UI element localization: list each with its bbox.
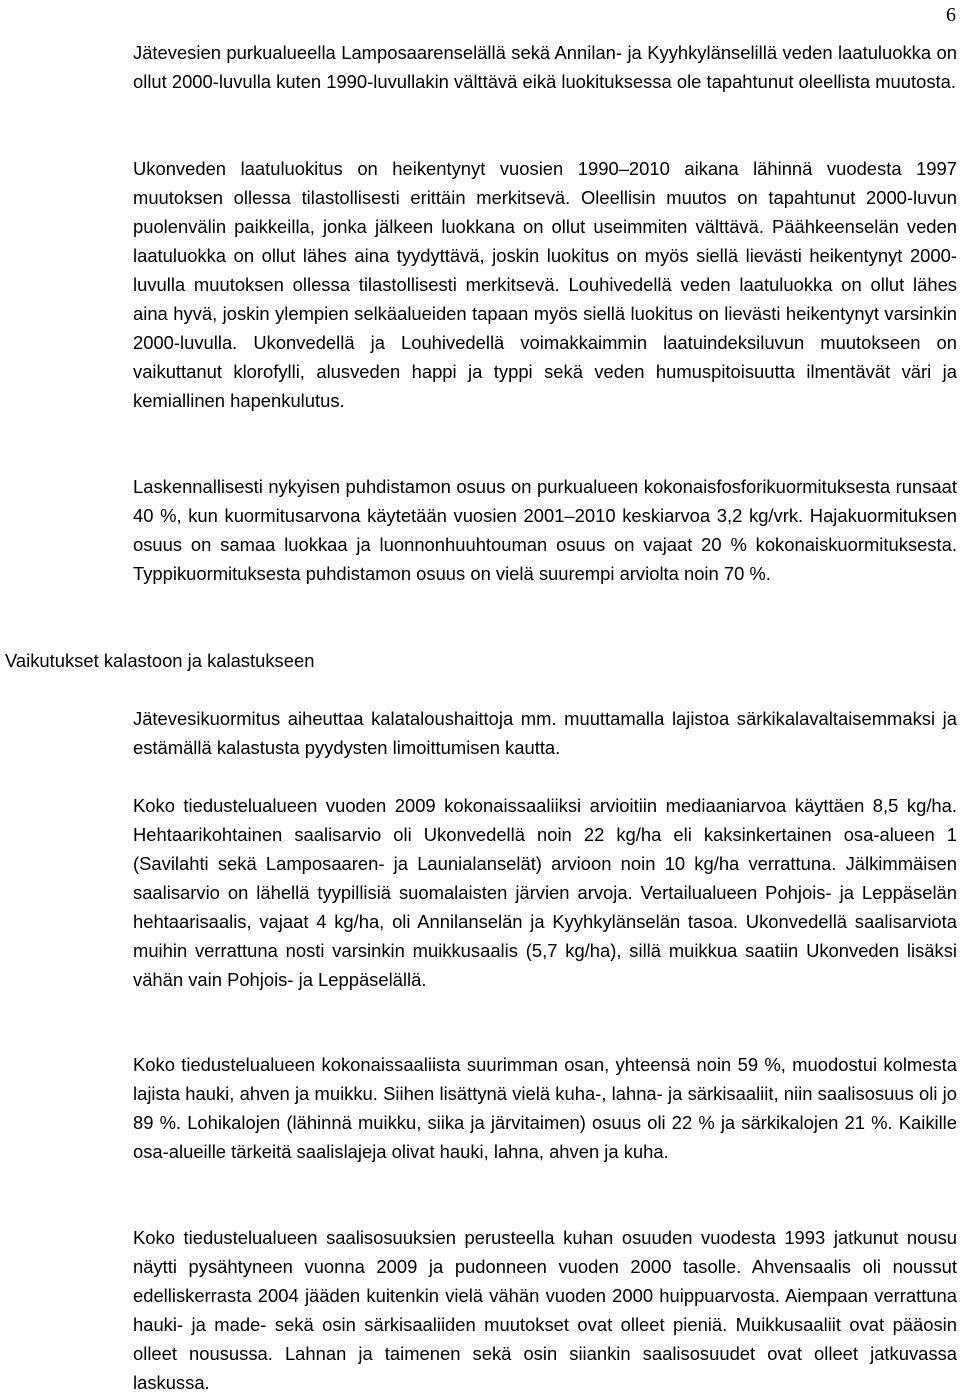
section-heading: Vaikutukset kalastoon ja kalastukseen (5, 650, 315, 671)
paragraph-total-catch: Koko tiedustelualueen vuoden 2009 kokonaissaaliiksi arvioitiin mediaaniarvoa käyttäen 8,5 kg/ha. Hehtaarikohtainen saalisarvio oli Ukonvedellä noin 22 kg/ha eli kaksinkertainen osa-alueen 1 (Savilahti sekä Lamposaaren- ja Launialanselät) arvioon noin 10 kg/ha verrattuna. Jälkimmäisen saalisarvio on lähellä tyypillisiä suomalaisten järvien arvoja. Vertailualueen Pohjois- ja Leppäselän hehtaarisaalis, vajaat 4 kg/ha, oli Annilanselän ja Kyyhkylänselän tasoa. Ukonvedellä saalisarviota muihin verrattuna nosti varsinkin muikkusaalis (5,7 kg/ha), sillä muikkua saatiin Ukonveden lisäksi vähän vain Pohjois- ja Leppäselällä. (133, 795, 957, 990)
page-number: 6 (946, 4, 956, 26)
paragraph-discharge-area: Jätevesien purkualueella Lamposaarenselällä sekä Annilan- ja Kyyhkylänselillä veden laatuluokka on ollut 2000-luvulla kuten 1990-luvullakin välttävä eikä luokituksessa ole tapahtunut oleellista muutosta. (133, 42, 957, 92)
paragraph-species-share: Koko tiedustelualueen kokonaissaaliista suurimman osan, yhteensä noin 59 %, muodostui kolmesta lajista hauki, ahven ja muikku. Siihen lisättynä vielä kuha-, lahna- ja särkisaaliit, niin saalisosuus oli jo 89 %. Lohikalojen (lähinnä muikku, siika ja järvitaimen) osuus oli 22 % ja särkikalojen 21 %. Kaikille osa-alueille tärkeitä saalislajeja olivat hauki, lahna, ahven ja kuha. (133, 1054, 957, 1162)
paragraph-fishery-harm: Jätevesikuormitus aiheuttaa kalataloushaittoja mm. muuttamalla lajistoa särkikalavaltaisemmaksi ja estämällä kalastusta pyydysten limoittumisen kautta. (133, 708, 957, 758)
paragraph-catch-trends: Koko tiedustelualueen saalisosuuksien perusteella kuhan osuuden vuodesta 1993 jatkunut nousu näytti pysähtyneen vuonna 2009 ja pudonneen vuoden 2000 tasolle. Ahvensaalis oli noussut edelliskerrasta 2004 jääden kuitenkin vielä vähän vuoden 2000 huippuarvosta. Aiempaan verrattuna hauki- ja made- sekä osin särkisaaliiden muutokset ovat olleet pieniä. Muikkusaaliit ovat pääosin olleet nousussa. Lahnan ja taimenen sekä osin siiankin saalisosuudet ovat olleet jatkuvassa laskussa. (133, 1227, 957, 1393)
paragraph-phosphorus-load: Laskennallisesti nykyisen puhdistamon osuus on purkualueen kokonaisfosforikuormituksesta runsaat 40 %, kun kuormitusarvona käytetään vuosien 2001–2010 keskiarvoa 3,2 kg/vrk. Hajakuormituksen osuus on samaa luokkaa ja luonnonhuuhtouman osuus on vajaat 20 % kokonaiskuormituksesta. Typpikuormituksesta puhdistamon osuus on vielä suurempi arviolta noin 70 %. (133, 476, 957, 584)
paragraph-ukonvesi-classification: Ukonveden laatuluokitus on heikentynyt vuosien 1990–2010 aikana lähinnä vuodesta 1997 muutoksen ollessa tilastollisesti erittäin merkitsevä. Oleellisin muutos on tapahtunut 2000-luvun puolenvälin paikkeilla, jonka jälkeen luokkana on ollut useimmiten välttävä. Päähkeenselän veden laatuluokka on ollut lähes aina tyydyttävä, joskin luokitus on myös siellä lievästi heikentynyt 2000-luvulla muutoksen ollessa tilastollisesti merkitsevä. Louhivedellä veden laatuluokka on ollut lähes aina hyvä, joskin ylempien selkäalueiden tapaan myös siellä luokitus on lievästi heikentynyt varsinkin 2000-luvulla. Ukonvedellä ja Louhivedellä voimakkaimmin laatuindeksiluvun muutokseen on vaikuttanut klorofylli, alusveden happi ja typpi sekä veden humuspitoisuutta ilmentävät väri ja kemiallinen hapenkulutus. (133, 158, 957, 411)
